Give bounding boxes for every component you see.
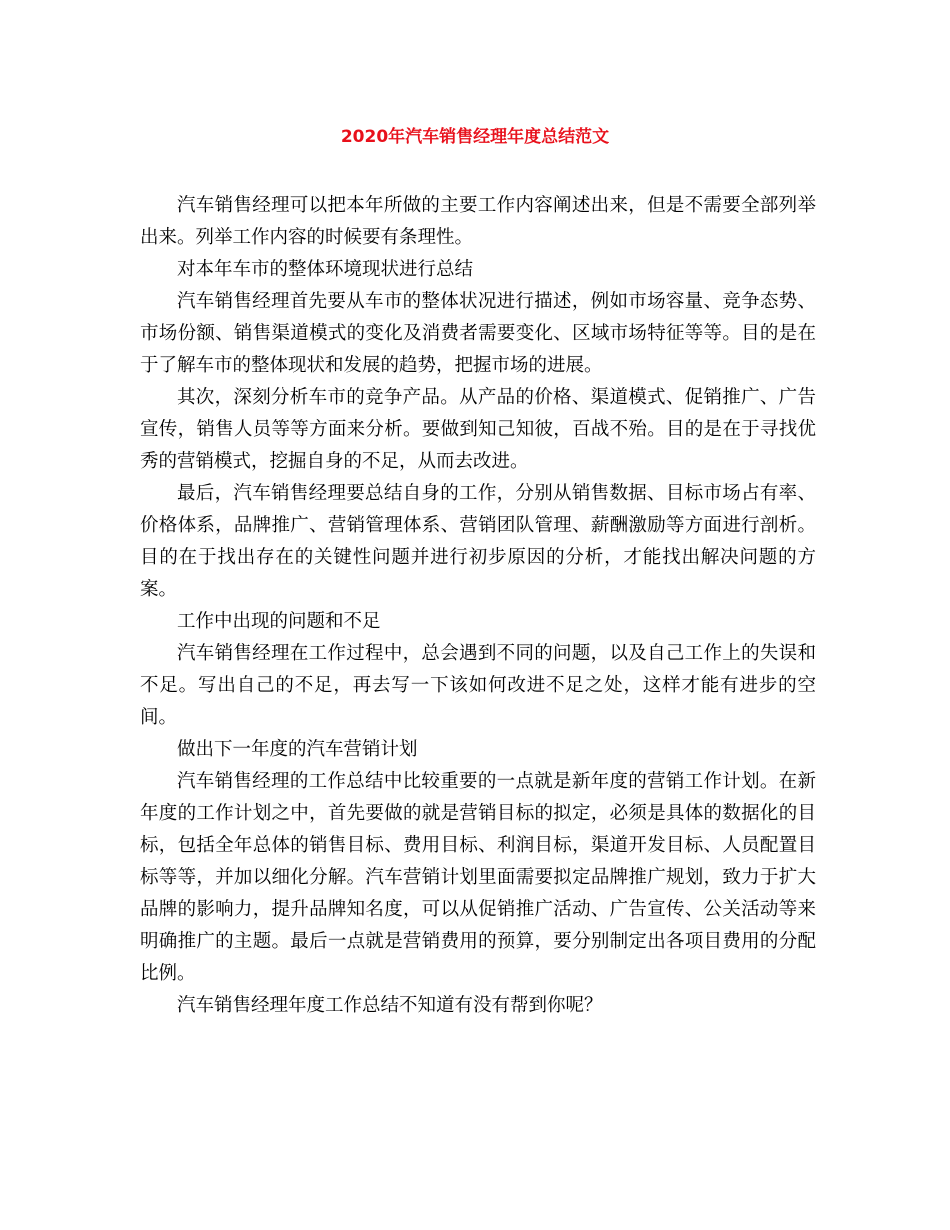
section-heading-next-year-plan: 做出下一年度的汽车营销计划 [177, 739, 418, 760]
section-heading-problems: 工作中出现的问题和不足 [177, 611, 381, 632]
document-title: 2020年汽车销售经理年度总结范文 [340, 127, 610, 147]
section-heading-market-review: 对本年车市的整体环境现状进行总结 [177, 259, 474, 280]
paragraph-intro: 汽车销售经理可以把本年所做的主要工作内容阐述出来，但是不需要全部列举出来。列举工作内容的时候要有条理性。 [140, 195, 816, 248]
paragraph-competition: 其次，深刻分析车市的竞争产品。从产品的价格、渠道模式、促销推广、广告宣传，销售人员等等方面来分析。要做到知己知彼，百战不殆。目的是在于寻找优秀的营销模式，挖掘自身的不足，从而去改进。 [140, 387, 816, 472]
paragraph-market-review: 汽车销售经理首先要从车市的整体状况进行描述，例如市场容量、竞争态势、市场份额、销售渠道模式的变化及消费者需要变化、区域市场特征等等。目的是在于了解车市的整体现状和发展的趋势，把握市场的进展。 [140, 291, 816, 376]
paragraph-closing: 汽车销售经理年度工作总结不知道有没有帮到你呢？ [177, 995, 603, 1016]
paragraph-self-review: 最后，汽车销售经理要总结自身的工作，分别从销售数据、目标市场占有率、价格体系，品牌推广、营销管理体系、营销团队管理、薪酬激励等方面进行剖析。目的在于找出存在的关键性问题并进行初步原因的分析，才能找出解决问题的方案。 [140, 483, 816, 600]
paragraph-next-year-plan: 汽车销售经理的工作总结中比较重要的一点就是新年度的营销工作计划。在新年度的工作计划之中，首先要做的就是营销目标的拟定，必须是具体的数据化的目标，包括全年总体的销售目标、费用目标、利润目标，渠道开发目标、人员配置目标等等，并加以细化分解。汽车营销计划里面需要拟定品牌推广规划，致力于扩大品牌的影响力，提升品牌知名度，可以从促销推广活动、广告宣传、公关活动等来明确推广的主题。最后一点就是营销费用的预算，要分别制定出各项目费用的分配比例。 [140, 771, 816, 984]
paragraph-problems: 汽车销售经理在工作过程中，总会遇到不同的问题，以及自己工作上的失误和不足。写出自己的不足，再去写一下该如何改进不足之处，这样才能有进步的空间。 [140, 643, 816, 728]
document-body [140, 190, 816, 1022]
